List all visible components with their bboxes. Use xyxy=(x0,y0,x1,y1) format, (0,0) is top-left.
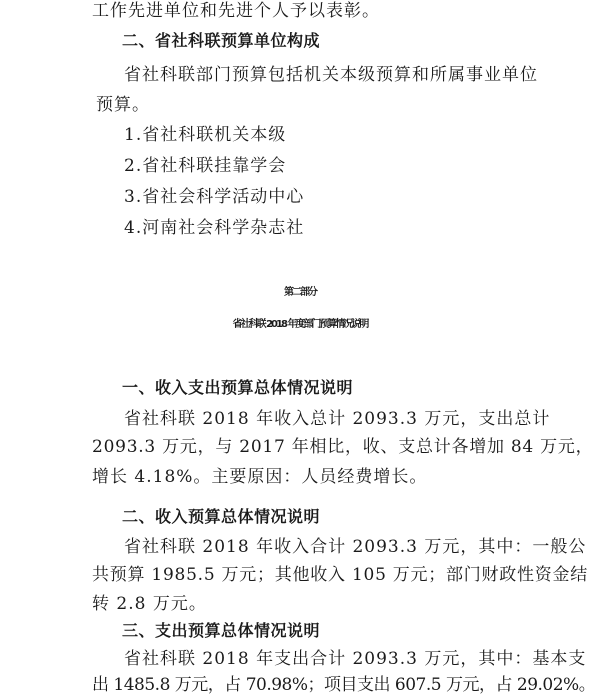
budget-units-paragraph-line-1: 省社科联部门预算包括机关本级预算和所属事业单位 xyxy=(124,65,538,85)
part-two-title: 第二部分 xyxy=(284,287,316,298)
budget-unit-item-3: 3.省社会科学活动中心 xyxy=(124,187,305,207)
income-line-2: 共预算 1985.5 万元；其他收入 105 万元；部门财政性资金结 xyxy=(92,565,589,585)
section-heading-income: 二、收入预算总体情况说明 xyxy=(122,507,321,526)
expense-line-1: 省社科联 2018 年支出合计 2093.3 万元，其中：基本支 xyxy=(124,649,587,669)
section-heading-overview: 一、收入支出预算总体情况说明 xyxy=(122,378,354,397)
income-line-3: 转 2.8 万元。 xyxy=(92,594,207,614)
part-two-subtitle: 省社科联 2018 年度部门预算情况说明 xyxy=(232,319,368,330)
overview-line-2: 2093.3 万元，与 2017 年相比，收、支总计各增加 84 万元， xyxy=(92,437,594,457)
section-heading-expense: 三、支出预算总体情况说明 xyxy=(122,621,321,640)
intro-line-end: 工作先进单位和先进个人予以表彰。 xyxy=(92,1,380,21)
overview-line-1: 省社科联 2018 年收入总计 2093.3 万元，支出总计 xyxy=(124,409,551,429)
budget-unit-item-1: 1.省社科联机关本级 xyxy=(124,125,287,145)
budget-unit-item-2: 2.省社科联挂靠学会 xyxy=(124,156,287,176)
section-heading-budget-units: 二、省社科联预算单位构成 xyxy=(122,31,321,50)
overview-line-3: 增长 4.18%。主要原因：人员经费增长。 xyxy=(92,467,428,487)
budget-units-paragraph-line-2: 预算。 xyxy=(96,95,150,115)
budget-unit-item-4: 4.河南社会科学杂志社 xyxy=(124,218,305,238)
expense-line-2: 出 1485.8 万元，占 70.98%；项目支出 607.5 万元，占 29.02%。 xyxy=(92,675,596,695)
income-line-1: 省社科联 2018 年收入合计 2093.3 万元，其中：一般公 xyxy=(124,537,587,557)
